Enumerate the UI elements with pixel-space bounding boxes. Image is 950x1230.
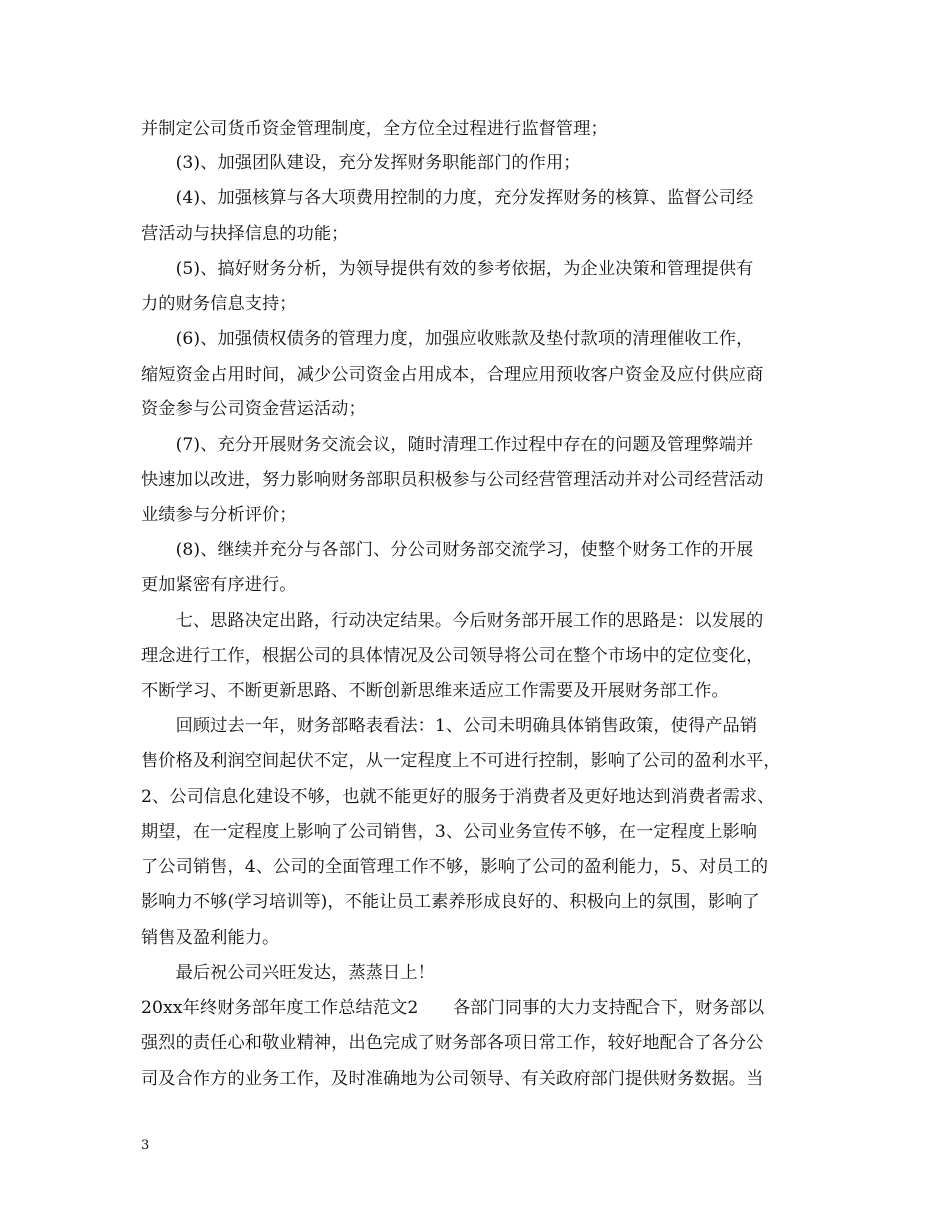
text-line: (4)、加强核算与各大项费用控制的力度，充分发挥财务的核算、监督公司经 <box>141 188 754 208</box>
text-line: 20xx年终财务部年度工作总结范文2 各部门同事的大力支持配合下，财务部以 <box>141 998 765 1018</box>
text-line: 2、公司信息化建设不够，也就不能更好的服务于消费者及更好地达到消费者需求、 <box>141 787 775 807</box>
text-line: 更加紧密有序进行。 <box>141 575 297 595</box>
text-line: 影响力不够(学习培训等)，不能让员工素养形成良好的、积极向上的氛围，影响了 <box>141 892 760 912</box>
text-line: 力的财务信息支持； <box>141 294 297 314</box>
text-line: 售价格及利润空间起伏不定，从一定程度上不可进行控制，影响了公司的盈利水平， <box>141 751 781 771</box>
text-line: 快速加以改进，努力影响财务部职员积极参与公司经营管理活动并对公司经营活动 <box>141 470 764 490</box>
text-line: 七、思路决定出路，行动决定结果。今后财务部开展工作的思路是：以发展的 <box>141 611 764 631</box>
text-line: (6)、加强债权债务的管理力度，加强应收账款及垫付款项的清理催收工作， <box>141 329 754 349</box>
text-line: 了公司销售，4、公司的全面管理工作不够，影响了公司的盈利能力，5、对员工的 <box>141 857 769 877</box>
text-line: 司及合作方的业务工作，及时准确地为公司领导、有关政府部门提供财务数据。当 <box>141 1069 764 1089</box>
text-line: 缩短资金占用时间，减少公司资金占用成本，合理应用预收客户资金及应付供应商 <box>141 365 764 385</box>
text-line: 理念进行工作，根据公司的具体情况及公司领导将公司在整个市场中的定位变化， <box>141 646 764 666</box>
text-line: (3)、加强团队建设，充分发挥财务职能部门的作用； <box>141 153 581 173</box>
text-line: 并制定公司货币资金管理制度，全方位全过程进行监督管理； <box>141 119 608 139</box>
text-line: 不断学习、不断更新思路、不断创新思维来适应工作需要及开展财务部工作。 <box>141 681 729 701</box>
text-line: 销售及盈利能力。 <box>141 928 280 948</box>
text-line: (8)、继续并充分与各部门、分公司财务部交流学习，使整个财务工作的开展 <box>141 540 754 560</box>
page-number: 3 <box>141 1138 150 1153</box>
text-line: 回顾过去一年，财务部略表看法：1、公司未明确具体销售政策，使得产品销 <box>141 716 758 736</box>
text-line: 强烈的责任心和敬业精神，出色完成了财务部各项日常工作，较好地配合了各分公 <box>141 1033 764 1053</box>
text-line: 资金参与公司资金营运活动； <box>141 399 366 419</box>
text-line: 最后祝公司兴旺发达，蒸蒸日上！ <box>141 963 435 983</box>
text-line: 业绩参与分析评价； <box>141 505 297 525</box>
text-line: (7)、充分开展财务交流会议，随时清理工作过程中存在的问题及管理弊端并 <box>141 435 754 455</box>
text-line: 营活动与抉择信息的功能； <box>141 224 349 244</box>
text-line: (5)、搞好财务分析，为领导提供有效的参考依据，为企业决策和管理提供有 <box>141 259 754 279</box>
text-line: 期望，在一定程度上影响了公司销售，3、公司业务宣传不够，在一定程度上影响 <box>141 822 758 842</box>
